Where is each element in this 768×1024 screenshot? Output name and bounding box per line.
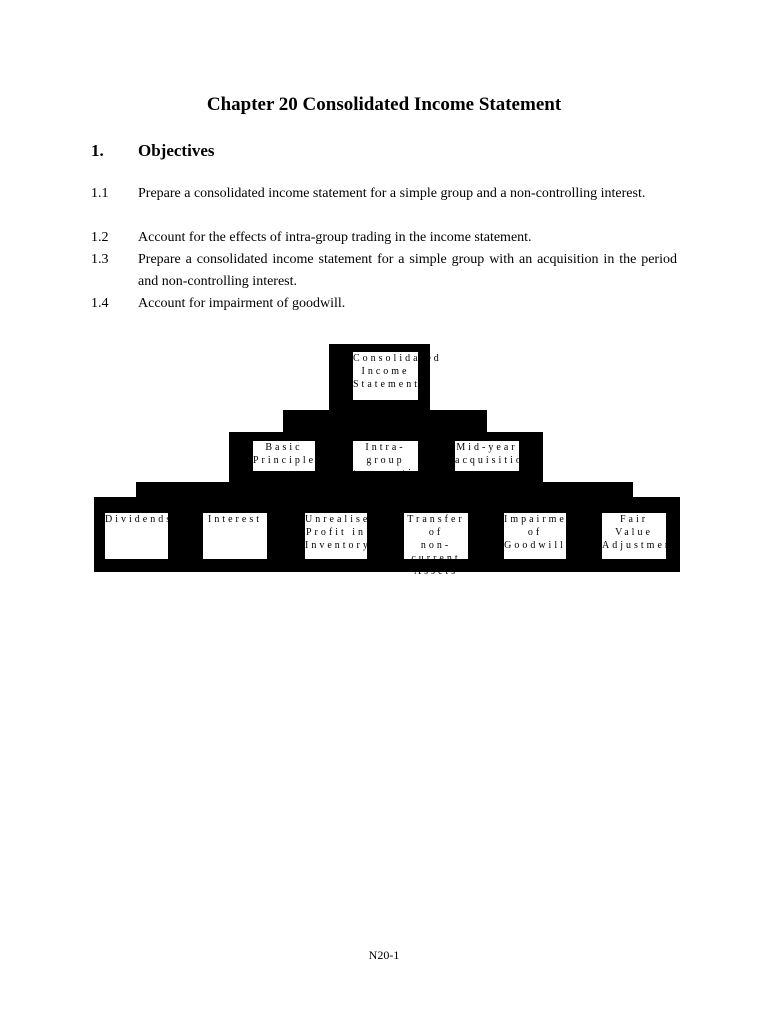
page-title: Chapter 20 Consolidated Income Statement <box>206 94 562 115</box>
section-title: Objectives <box>138 141 215 160</box>
bottom-row-frame <box>94 497 680 572</box>
node-unrealised-profit: Unrealised Profit in Inventory <box>305 513 367 559</box>
page-footer: N20-1 <box>368 948 400 962</box>
objective-item <box>91 227 677 249</box>
objective-text: Prepare a consolidated income statement for a simple group and a non-controlling interest. <box>138 186 646 201</box>
objective-number: 1.3 <box>91 252 109 267</box>
objective-item <box>91 183 677 205</box>
node-dividends: Dividends <box>105 513 168 559</box>
node-basic-principles: Basic Principles <box>253 441 315 471</box>
connector-bar <box>283 410 487 432</box>
node-fair-value-adjustment: Fair Value Adjustment <box>602 513 666 559</box>
section-number: 1. <box>91 141 104 160</box>
objective-text: Prepare a consolidated income statement for a simple group with an acquisition in the period and non-controlling interest. <box>138 252 677 289</box>
objective-number: 1.2 <box>91 230 109 245</box>
node-impairment-goodwill: Impairment of Goodwill <box>504 513 566 559</box>
objective-item <box>91 293 677 315</box>
objective-item <box>91 249 677 293</box>
node-consolidated-income-statement: Consolidated Income Statement <box>353 352 418 400</box>
objective-number: 1.1 <box>91 186 109 201</box>
node-intra-group-transaction: Intra-group transaction <box>353 442 430 479</box>
objective-number: 1.4 <box>91 296 109 311</box>
objective-text: Account for the effects of intra-group trading in the income statement. <box>138 230 532 245</box>
node-mid-year-acquisition: Mid-year acquisition <box>455 441 519 471</box>
node-interest: Interest <box>203 513 267 559</box>
node-transfer-non-current-assets: Transfer of non-current Assets <box>404 513 468 559</box>
objective-text: Account for impairment of goodwill. <box>138 296 346 311</box>
